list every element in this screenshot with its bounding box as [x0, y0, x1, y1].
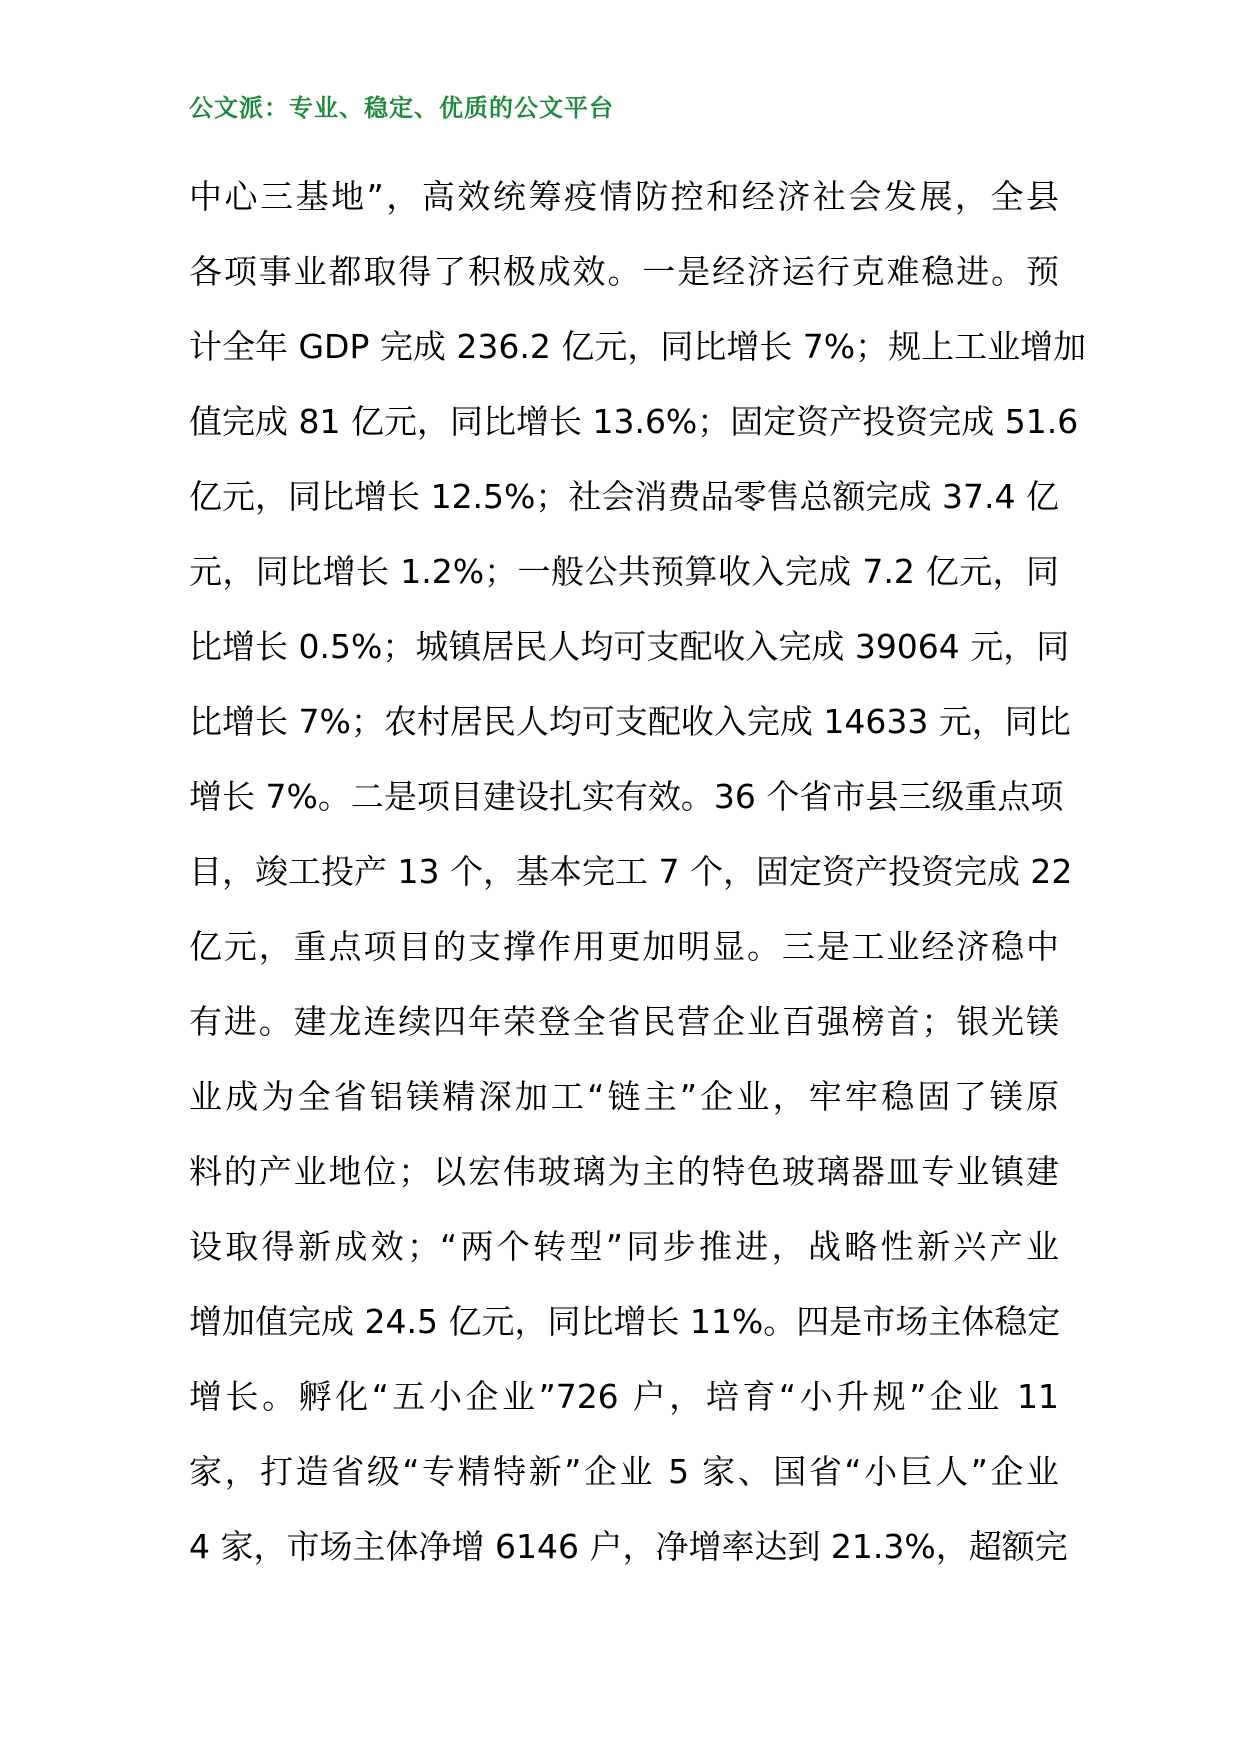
text-line: 料的产业地位；以宏伟玻璃为主的特色玻璃器皿专业镇建 — [189, 1152, 1059, 1191]
text-line: 亿元，同比增长 12.5%；社会消费品零售总额完成 37.4 亿 — [189, 477, 1059, 516]
platform-header: 公文派：专业、稳定、优质的公文平台 — [189, 94, 614, 122]
text-line: 有进。建龙连续四年荣登全省民营企业百强榜首；银光镁 — [189, 1002, 1059, 1041]
text-line: 比增长 7%；农村居民人均可支配收入完成 14633 元，同比 — [189, 702, 1071, 741]
document-body — [189, 172, 1087, 1597]
text-line: 亿元，重点项目的支撑作用更加明显。三是工业经济稳中 — [189, 927, 1059, 966]
text-line: 各项事业都取得了积极成效。一是经济运行克难稳进。预 — [189, 252, 1059, 291]
text-line: 设取得新成效；“两个转型”同步推进，战略性新兴产业 — [189, 1227, 1059, 1266]
text-line: 增长。孵化“五小企业”726 户，培育“小升规”企业 11 — [189, 1377, 1059, 1416]
text-line: 增加值完成 24.5 亿元，同比增长 11%。四是市场主体稳定 — [189, 1302, 1061, 1341]
text-line: 计全年 GDP 完成 236.2 亿元，同比增长 7%；规上工业增加 — [189, 327, 1087, 366]
text-line: 增长 7%。二是项目建设扎实有效。36 个省市县三级重点项 — [189, 777, 1064, 816]
text-line: 业成为全省铝镁精深加工“链主”企业，牢牢稳固了镁原 — [189, 1077, 1059, 1116]
text-line: 值完成 81 亿元，同比增长 13.6%；固定资产投资完成 51.6 — [189, 402, 1079, 441]
text-line: 目，竣工投产 13 个，基本完工 7 个，固定资产投资完成 22 — [189, 852, 1073, 891]
text-line: 4 家，市场主体净增 6146 户，净增率达到 21.3%，超额完 — [189, 1527, 1068, 1566]
text-line: 元，同比增长 1.2%；一般公共预算收入完成 7.2 亿元，同 — [189, 552, 1059, 591]
text-line: 家，打造省级“专精特新”企业 5 家、国省“小巨人”企业 — [189, 1452, 1059, 1491]
text-line: 比增长 0.5%；城镇居民人均可支配收入完成 39064 元，同 — [189, 627, 1070, 666]
text-line: 中心三基地”，高效统筹疫情防控和经济社会发展，全县 — [189, 177, 1059, 216]
